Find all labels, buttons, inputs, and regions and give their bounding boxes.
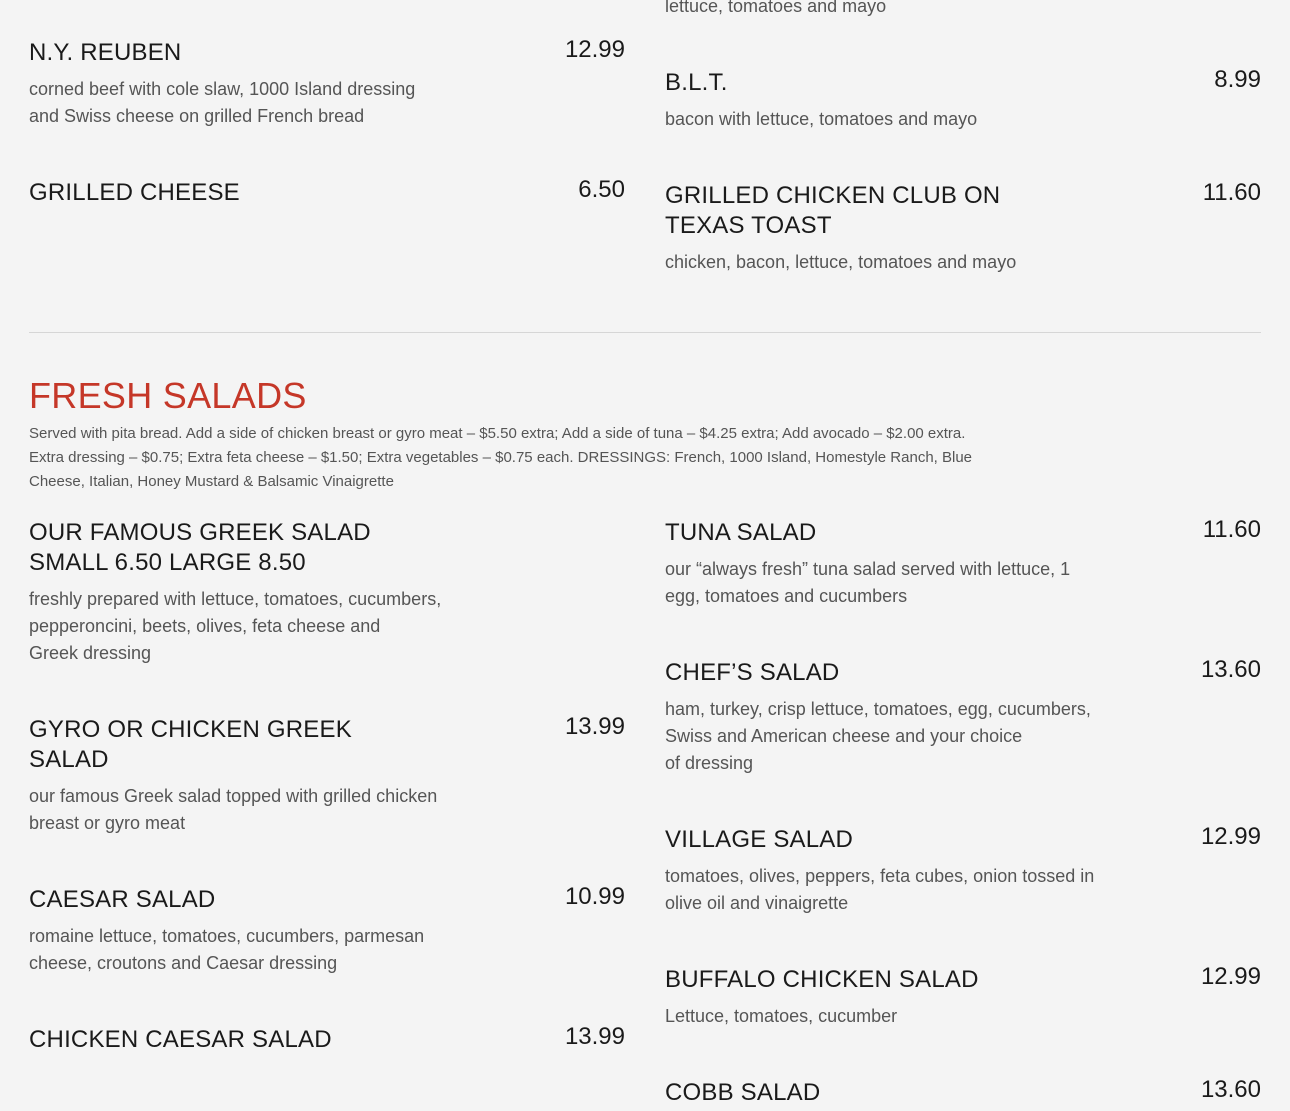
section-heading: FRESH SALADS [29,375,307,416]
item-desc-line: Lettuce, tomatoes, cucumber [665,1006,898,1026]
item-desc-line: breast or gyro meat [29,813,186,833]
item-price: 12.99 [1200,823,1261,850]
item-desc-line: cheese, croutons and Caesar dressing [29,953,338,973]
item-title: CHICKEN CAESAR SALAD [29,1026,332,1053]
item-price: 8.99 [1214,66,1261,93]
item-title: BUFFALO CHICKEN SALAD [665,966,979,993]
section-note-line: Served with pita bread. Add a side of chicken breast or gyro meat – $5.50 extra; Add a side of tuna – $4.25 extra; Add avocado – $2.00 extra. [29,425,966,442]
item-price: 13.60 [1200,1076,1261,1103]
item-title: VILLAGE SALAD [665,826,854,853]
item-title: GRILLED CHEESE [29,179,240,206]
item-desc-line: bacon with lettuce, tomatoes and mayo [665,109,978,129]
item-price: 13.60 [1200,656,1261,683]
item-desc-line: tomatoes, olives, peppers, feta cubes, onion tossed in [665,866,1095,886]
item-title-line: TEXAS TOAST [665,212,832,239]
item-title: CHEF’S SALAD [665,659,840,686]
item-title-line: SALAD [29,746,109,773]
item-price: 12.99 [1200,963,1261,990]
section-note-line: Extra dressing – $0.75; Extra feta cheese – $1.50; Extra vegetables – $0.75 each. DRESSINGS: French, 1000 Island, Homestyle Ranch, Blue [29,449,973,466]
item-title: CAESAR SALAD [29,886,216,913]
item-price: 11.60 [1202,516,1261,543]
item-title: TUNA SALAD [665,519,817,546]
item-title-line: OUR FAMOUS GREEK SALAD [29,519,371,546]
item-price: 13.99 [564,713,625,740]
item-desc-line: olive oil and vinaigrette [665,893,849,913]
item-title: COBB SALAD [665,1079,821,1106]
item-title: N.Y. REUBEN [29,39,182,66]
item-price: 6.50 [578,176,625,203]
item-title-line: GRILLED CHICKEN CLUB ON [665,182,1001,209]
item-desc-line: and Swiss cheese on grilled French bread [29,106,365,126]
item-desc-line: Greek dressing [29,643,152,663]
item-desc-line: corned beef with cole slaw, 1000 Island dressing [29,79,416,99]
right-partial-desc: lettuce, tomatoes and mayo [665,0,887,16]
item-price: 11.60 [1202,179,1261,206]
section-note-line: Cheese, Italian, Honey Mustard & Balsamic Vinaigrette [29,473,394,490]
item-title-line: SMALL 6.50 LARGE 8.50 [29,549,306,576]
item-desc-line: chicken, bacon, lettuce, tomatoes and mayo [665,252,1017,272]
item-title-line: GYRO OR CHICKEN GREEK [29,716,352,743]
item-desc-line: freshly prepared with lettuce, tomatoes, cucumbers, [29,589,442,609]
item-desc-line: egg, tomatoes and cucumbers [665,586,908,606]
section-divider [29,332,1261,333]
item-desc-line: Swiss and American cheese and your choice [665,726,1023,746]
item-price: 10.99 [564,883,625,910]
item-desc-line: of dressing [665,753,754,773]
item-title: B.L.T. [665,69,728,96]
item-desc-line: romaine lettuce, tomatoes, cucumbers, parmesan [29,926,425,946]
item-price: 13.99 [564,1023,625,1050]
item-desc-line: pepperoncini, beets, olives, feta cheese and [29,616,381,636]
item-desc-line: our “always fresh” tuna salad served with lettuce, 1 [665,559,1071,579]
item-price: 12.99 [564,36,625,63]
item-desc-line: our famous Greek salad topped with grilled chicken [29,786,438,806]
item-desc-line: ham, turkey, crisp lettuce, tomatoes, egg, cucumbers, [665,699,1091,719]
